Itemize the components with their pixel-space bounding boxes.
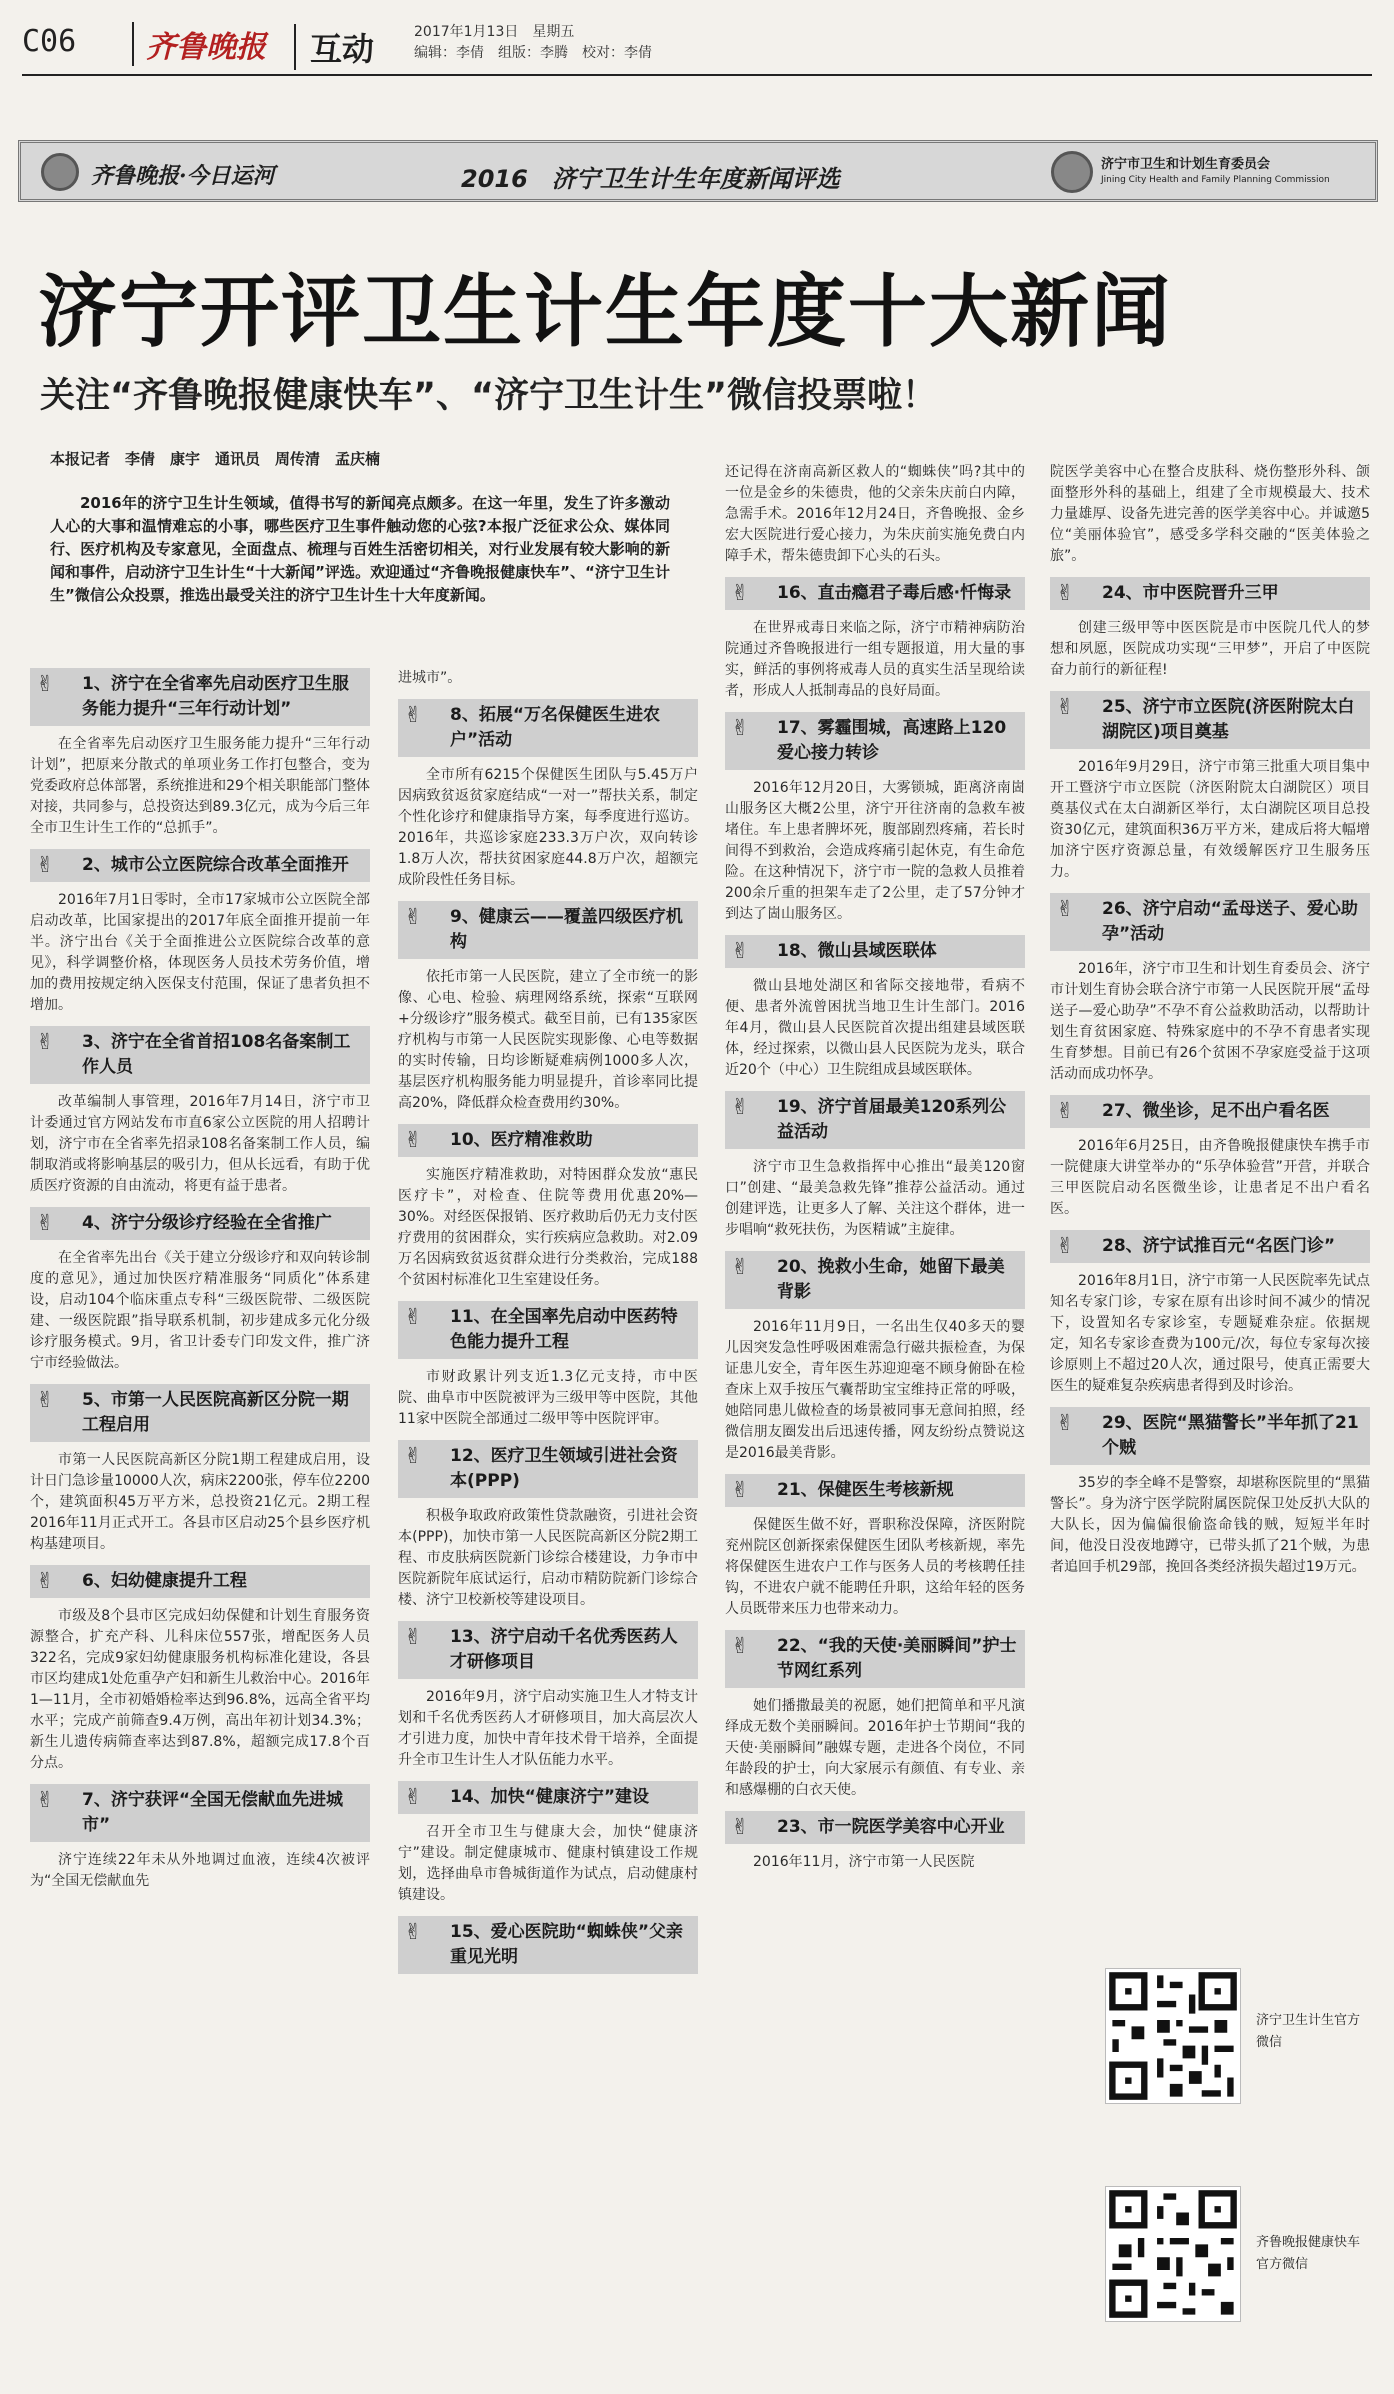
news-item-body: 2016年6月25日，由齐鲁晚报健康快车携手市一院健康大讲堂举办的“乐孕体验营”开营，并联合三甲医院启动名医微坐诊，让患者足不出户看名医。 bbox=[1050, 1138, 1370, 1217]
news-item-title bbox=[725, 935, 1025, 968]
news-item bbox=[398, 1621, 698, 1771]
news-item-heading: 9、健康云——覆盖四级医疗机构 bbox=[450, 907, 683, 952]
thumbs-up-icon: ✌ bbox=[731, 1634, 750, 1659]
qr-label-2: 齐鲁晚报健康快车官方微信 bbox=[1256, 2235, 1361, 2272]
news-item-body: 实施医疗精准救助，对特困群众发放“惠民医疗卡”，对检查、住院等费用优惠20%—30%。对经医保报销、医疗救助后仍无力支付医疗费用的贫困群众，实行疾病应急救助。对2.09万名因病致贫返贫群众进行分类救治，完成188个贫困村标准化卫生室建设任务。 bbox=[398, 1167, 698, 1288]
news-item-body: 市财政累计列支近1.3亿元支持，市中医院、曲阜市中医院被评为三级甲等中医院，其他11家中医院全部通过二级甲等中医院评审。 bbox=[398, 1369, 698, 1427]
news-item-title bbox=[725, 1474, 1025, 1507]
news-item-heading: 28、济宁试推百元“名医门诊” bbox=[1102, 1236, 1336, 1256]
news-item-heading: 13、济宁启动千名优秀医药人才研修项目 bbox=[450, 1627, 678, 1672]
issue-meta bbox=[414, 22, 652, 64]
news-item-heading: 27、微坐诊，足不出户看名医 bbox=[1102, 1101, 1330, 1121]
news-item-heading: 25、济宁市立医院(济医附院太白湖院区)项目奠基 bbox=[1102, 697, 1355, 742]
thumbs-up-icon: ✌ bbox=[731, 1255, 750, 1280]
news-item-body: 保健医生做不好，晋职称没保障，济医附院兖州院区创新探索保健医生团队考核新规，率先将保健医生进农户工作与医务人员的考核聘任挂钩，不进农户就不能聘任升职，这给年轻的医务人员既带来压力也带来动力。 bbox=[725, 1517, 1025, 1617]
news-item bbox=[398, 1124, 698, 1291]
news-item-title bbox=[398, 699, 698, 757]
news-item bbox=[1050, 1230, 1370, 1397]
column-4 bbox=[1050, 462, 1370, 1588]
news-item-heading: 12、医疗卫生领域引进社会资本(PPP) bbox=[450, 1446, 678, 1491]
thumbs-up-icon: ✌ bbox=[1056, 897, 1075, 922]
thumbs-up-icon: ✌ bbox=[404, 1305, 423, 1330]
news-item-body: 微山县地处湖区和省际交接地带，看病不便、患者外流曾困扰当地卫生计生部门。2016年4月，微山县人民医院首次提出组建县域医联体，经过探索，以微山县人民医院为龙头，联合近20个（中心）卫生院组成县域医联体。 bbox=[725, 978, 1025, 1078]
news-item-body: 2016年11月，济宁市第一人民医院 bbox=[753, 1854, 975, 1870]
banner-center: 2016 济宁卫生计生年度新闻评选 bbox=[461, 165, 840, 193]
thumbs-up-icon: ✌ bbox=[731, 581, 750, 606]
thumbs-up-icon: ✌ bbox=[731, 1095, 750, 1120]
section-name: 互动 bbox=[294, 24, 374, 70]
commission-name: 济宁市卫生和计划生育委员会 bbox=[1101, 157, 1271, 172]
thumbs-up-icon: ✌ bbox=[36, 1569, 55, 1594]
news-item-title bbox=[30, 1784, 370, 1842]
news-item bbox=[1050, 1095, 1370, 1220]
news-item bbox=[30, 1565, 370, 1774]
thumbs-up-icon: ✌ bbox=[1056, 695, 1075, 720]
news-item-heading: 18、微山县域医联体 bbox=[777, 941, 937, 961]
news-item-body: 2016年7月1日零时，全市17家城市公立医院全部启动改革，比国家提出的2017年底全面推开提前一年半。济宁出台《关于全面推进公立医院综合改革的意见》，科学调整价格，体现医务人员技术劳务价值，增加的费用按规定纳入医保支付范围，保证了患者负担不增加。 bbox=[30, 892, 370, 1013]
thumbs-up-icon: ✌ bbox=[36, 1030, 55, 1055]
news-item bbox=[30, 849, 370, 1016]
news-item-title bbox=[398, 1916, 698, 1974]
news-item-heading: 29、医院“黑猫警长”半年抓了21个贼 bbox=[1102, 1413, 1359, 1458]
news-item-title bbox=[30, 1026, 370, 1084]
thumbs-up-icon: ✌ bbox=[404, 905, 423, 930]
news-item bbox=[725, 1474, 1025, 1620]
news-item-heading: 1、济宁在全省率先启动医疗卫生服务能力提升“三年行动计划” bbox=[82, 674, 349, 719]
news-item-body: 积极争取政府政策性贷款融资，引进社会资本(PPP)，加快市第一人民医院高新区分院2期工程、市皮肤病医院新门诊综合楼建设，力争市中医院新院年底试运行，启动市精防院新门诊综合楼、济宁卫校新校等建设项目。 bbox=[398, 1508, 698, 1608]
thumbs-up-icon: ✌ bbox=[36, 1388, 55, 1413]
news-item-body: 市级及8个县市区完成妇幼保健和计划生育服务资源整合，扩充产科、儿科床位557张，增配医务人员322名，完成9家妇幼健康服务机构标准化建设，各县市区均建成1处危重孕产妇和新生儿救治中心。2016年1—11月，全市初婚婚检率达到96.8%，远高全省平均水平；完成产前筛查9.4万例，高出年初计划34.3%；新生儿遗传病筛查率达到87.8%，超额完成17.8个百分点。 bbox=[30, 1608, 370, 1771]
thumbs-up-icon: ✌ bbox=[731, 1815, 750, 1840]
thumbs-up-icon: ✌ bbox=[404, 703, 423, 728]
news-item-heading: 10、医疗精准救助 bbox=[450, 1130, 593, 1150]
news-item bbox=[30, 1784, 370, 1892]
news-item-heading: 15、爱心医院助“蜘蛛侠”父亲重见光明 bbox=[450, 1922, 684, 1967]
news-item-body: 2016年，济宁市卫生和计划生育委员会、济宁市计划生育协会联合济宁市第一人民医院开展“孟母送子—爱心助孕”不孕不育公益救助活动，以帮助计划生育贫困家庭、特殊家庭中的不孕不育患者实现生育梦想。目前已有26个贫困不孕家庭受益于这项活动而成功怀孕。 bbox=[1050, 961, 1370, 1082]
news-item-title bbox=[398, 1621, 698, 1679]
news-item-body: 在全省率先启动医疗卫生服务能力提升“三年行动计划”，把原来分散式的单项业务工作打包整合，变为党委政府总体部署，系统推进和29个相关职能部门整体对接，共同参与，总投资达到89.3亿元，成为今后三年全市卫生计生工作的“总抓手”。 bbox=[30, 736, 370, 836]
news-item bbox=[1050, 1407, 1370, 1578]
column-1 bbox=[30, 668, 370, 1902]
banner-right bbox=[1101, 153, 1330, 185]
news-item-heading: 11、在全国率先启动中医药特色能力提升工程 bbox=[450, 1307, 678, 1352]
news-item-body: 2016年8月1日，济宁市第一人民医院率先试点知名专家门诊，专家在原有出诊时间不减少的情况下，设置知名专家诊室，专题疑难杂症。依据规定，知名专家诊查费为100元/次，每位专家每次接诊原则上不超过20人次，通过限号，使真正需要大医生的疑难复杂疾病患者得到及时诊治。 bbox=[1050, 1273, 1370, 1394]
news-item bbox=[30, 1384, 370, 1555]
news-item-heading: 24、市中医院晋升三甲 bbox=[1102, 583, 1279, 603]
commission-emblem-icon bbox=[1051, 151, 1093, 193]
news-item-body: 济宁连续22年未从外地调过血液，连续4次被评为“全国无偿献血先 bbox=[30, 1852, 370, 1889]
news-item bbox=[398, 1301, 698, 1430]
news-item-body: 2016年11月9日，一名出生仅40多天的婴儿因突发急性呼吸困难需急行磁共振检查，为保证患儿安全，青年医生苏迎迎毫不顾身俯卧在检查床上双手按压气囊帮助宝宝维持正常的呼吸，她陪同患儿做检查的场景被同事无意间拍照，经微信朋友圈发出后迅速传播，网友纷纷点赞说这是2016最美背影。 bbox=[725, 1319, 1025, 1461]
news-item-heading: 21、保健医生考核新规 bbox=[777, 1480, 954, 1500]
thumbs-up-icon: ✌ bbox=[36, 1788, 55, 1813]
intro-paragraph: 2016年的济宁卫生计生领域，值得书写的新闻亮点颇多。在这一年里，发生了许多激动人心的大事和温情难忘的小事，哪些医疗卫生事件触动您的心弦?本报广泛征求公众、媒体同行、医疗机构及专家意见，全面盘点、梳理与百姓生活密切相关，对行业发展有较大影响的新闻和事件，启动济宁卫生计生“十大新闻”评选。欢迎通过“齐鲁晚报健康快车”、“济宁卫生计生”微信公众投票，推选出最受关注的济宁卫生计生十大年度新闻。 bbox=[50, 494, 670, 604]
news-item bbox=[398, 1781, 698, 1906]
news-item-heading: 17、雾霾围城，高速路上120爱心接力转诊 bbox=[777, 718, 1007, 763]
news-item bbox=[1050, 462, 1370, 567]
thumbs-up-icon: ✌ bbox=[404, 1444, 423, 1469]
news-item-title bbox=[30, 668, 370, 726]
news-item bbox=[725, 712, 1025, 925]
news-item-title bbox=[1050, 1230, 1370, 1263]
news-item-body: 进城市”。 bbox=[398, 670, 462, 686]
news-item bbox=[398, 1916, 698, 1974]
thumbs-up-icon: ✌ bbox=[731, 939, 750, 964]
byline: 本报记者 李倩 康宇 通讯员 周传清 孟庆楠 bbox=[50, 450, 381, 468]
news-item-title bbox=[725, 1630, 1025, 1688]
news-item-body: 在世界戒毒日来临之际，济宁市精神病防治院通过齐鲁晚报进行一组专题报道，用大量的事实，鲜活的事例将戒毒人员的真实生活呈现给读者，形成人人抵制毒品的良好局面。 bbox=[725, 620, 1025, 699]
page-title: 济宁开评卫生计生年度十大新闻 bbox=[38, 266, 1172, 358]
news-item-title bbox=[398, 901, 698, 959]
news-item-title bbox=[725, 712, 1025, 770]
thumbs-up-icon: ✌ bbox=[731, 1478, 750, 1503]
thumbs-up-icon: ✌ bbox=[404, 1128, 423, 1153]
news-item-title bbox=[30, 1565, 370, 1598]
news-item-body: 2016年9月，济宁启动实施卫生人才特支计划和千名优秀医药人才研修项目，加大高层次人才引进力度，加快中青年技术骨干培养，全面提升全市卫生计生人才队伍能力水平。 bbox=[398, 1689, 698, 1768]
news-item bbox=[725, 1091, 1025, 1241]
news-item bbox=[725, 1630, 1025, 1801]
news-item bbox=[398, 901, 698, 1114]
news-item-heading: 16、直击瘾君子毒后感·忏悔录 bbox=[777, 583, 1012, 603]
news-item-body: 召开全市卫生与健康大会，加快“健康济宁”建设。制定健康城市、健康村镇建设工作规划，选择曲阜市鲁城街道作为试点，启动健康村镇建设。 bbox=[398, 1824, 698, 1903]
page-subtitle: 关注“齐鲁晚报健康快车”、“济宁卫生计生”微信投票啦！ bbox=[40, 376, 938, 416]
qr-pattern bbox=[1106, 2187, 1240, 2321]
news-item-body: 全市所有6215个保健医生团队与5.45万户因病致贫返贫家庭结成“一对一”帮扶关系，制定个性化诊疗和健康指导方案，每季度进行巡访。2016年，共巡诊家庭233.3万户次，双向转诊1.8万人次，帮扶贫困家庭44.8万户次，超额完成阶段性任务目标。 bbox=[398, 767, 698, 888]
news-item-title bbox=[30, 1207, 370, 1240]
qr-pattern bbox=[1106, 1969, 1240, 2103]
thumbs-up-icon: ✌ bbox=[1056, 1411, 1075, 1436]
thumbs-up-icon: ✌ bbox=[1056, 1099, 1075, 1124]
thumbs-up-icon: ✌ bbox=[731, 716, 750, 741]
news-item-title bbox=[725, 1811, 1025, 1844]
news-item-body: 35岁的李全峰不是警察，却堪称医院里的“黑猫警长”。身为济宁医学院附属医院保卫处反扒大队的大队长，因为偏偏很偷盗命钱的贼，短短半年时间，他没日没夜地蹲守，已带头抓了21个贼，为患者追回手机29部，挽回各类经济损失超过19万元。 bbox=[1050, 1475, 1370, 1575]
page-number: C06 bbox=[22, 24, 77, 59]
news-item-heading: 6、妇幼健康提升工程 bbox=[82, 1571, 247, 1591]
news-item-heading: 22、“我的天使·美丽瞬间”护士节网红系列 bbox=[777, 1636, 1017, 1681]
news-item bbox=[725, 577, 1025, 702]
news-item-heading: 7、济宁获评“全国无偿献血先进城市” bbox=[82, 1790, 344, 1835]
news-item-heading: 20、挽救小生命，她留下最美背影 bbox=[777, 1257, 1005, 1302]
news-item bbox=[398, 1440, 698, 1611]
news-item bbox=[1050, 577, 1370, 681]
thumbs-up-icon: ✌ bbox=[1056, 581, 1075, 606]
news-item-heading: 19、济宁首届最美120系列公益活动 bbox=[777, 1097, 1007, 1142]
news-item-title bbox=[398, 1301, 698, 1359]
column-2 bbox=[398, 668, 698, 1984]
news-item-body: 济宁市卫生急救指挥中心推出“最美120窗口”创建、“最美急救先锋”推荐公益活动。通过创建评选，让更多人了解、关注这个群体，进一步唱响“救死扶伤，为医精诚”主旋律。 bbox=[725, 1159, 1025, 1238]
news-item-body: 她们播撒最美的祝愿，她们把简单和平凡演绎成无数个美丽瞬间。2016年护士节期间“我的天使·美丽瞬间”融媒专题，走进各个岗位，不同年龄段的护士，向大家展示有颜值、有专业、亲和感爆棚的白衣天使。 bbox=[725, 1698, 1025, 1798]
news-item-body: 2016年12月20日，大雾锁城，距离济南崮山服务区大概2公里，济宁开往济南的急救车被堵住。车上患者脾坏死，腹部剧烈疼痛，若长时间得不到救治，会造成疼痛引起休克，有生命危险。在这种情况下，济宁市一院的急救人员推着200余斤重的担架车走了2公里，走了57分钟才到达了崮山服务区。 bbox=[725, 780, 1025, 922]
event-banner bbox=[18, 140, 1378, 202]
page-header bbox=[22, 18, 1372, 76]
column-3 bbox=[725, 462, 1025, 1883]
news-item-body: 还记得在济南高新区救人的“蜘蛛侠”吗?其中的一位是金乡的朱德贵，他的父亲朱庆前白内障，急需手术。2016年12月24日，齐鲁晚报、金乡宏大医院进行爱心接力，为朱庆前实施免费白内障手术，帮朱德贵卸下心头的石头。 bbox=[725, 464, 1025, 564]
news-item-title bbox=[1050, 577, 1370, 610]
news-item-title bbox=[1050, 691, 1370, 749]
news-item-title bbox=[725, 1091, 1025, 1149]
news-item-title bbox=[398, 1124, 698, 1157]
news-item bbox=[30, 1207, 370, 1374]
news-item bbox=[725, 1251, 1025, 1464]
thumbs-up-icon: ✌ bbox=[36, 1211, 55, 1236]
news-item bbox=[725, 462, 1025, 567]
news-item-heading: 5、市第一人民医院高新区分院一期工程启用 bbox=[82, 1390, 349, 1435]
newspaper-logo-icon bbox=[41, 153, 79, 191]
news-item bbox=[398, 699, 698, 891]
thumbs-up-icon: ✌ bbox=[1056, 1234, 1075, 1259]
news-item bbox=[725, 935, 1025, 1081]
news-item-body: 创建三级甲等中医医院是市中医院几代人的梦想和夙愿，医院成功实现“三甲梦”，开启了中医院奋力前行的新征程! bbox=[1050, 620, 1370, 678]
news-item-title bbox=[725, 577, 1025, 610]
qr-label-1: 济宁卫生计生官方微信 bbox=[1256, 2013, 1361, 2050]
news-item bbox=[30, 1026, 370, 1197]
qr-code-icon bbox=[1105, 2186, 1241, 2322]
news-item-heading: 23、市一院医学美容中心开业 bbox=[777, 1817, 1005, 1837]
news-item bbox=[398, 668, 698, 689]
thumbs-up-icon: ✌ bbox=[36, 853, 55, 878]
thumbs-up-icon: ✌ bbox=[404, 1625, 423, 1650]
news-item-heading: 14、加快“健康济宁”建设 bbox=[450, 1787, 650, 1807]
thumbs-up-icon: ✌ bbox=[404, 1785, 423, 1810]
news-item-title bbox=[398, 1440, 698, 1498]
news-item bbox=[1050, 893, 1370, 1085]
thumbs-up-icon: ✌ bbox=[404, 1920, 423, 1945]
news-item-body: 2016年9月29日，济宁市第三批重大项目集中开工暨济宁市立医院（济医附院太白湖院区）项目奠基仪式在太白湖新区举行，太白湖院区项目总投资30亿元，建筑面积36万平方米，建成后将大幅增加济宁医疗资源总量，有效缓解医疗卫生服务压力。 bbox=[1050, 759, 1370, 880]
newspaper-name: 齐鲁晚报 bbox=[132, 22, 266, 66]
news-item-title bbox=[1050, 1407, 1370, 1465]
news-item-title bbox=[398, 1781, 698, 1814]
news-item-title bbox=[1050, 1095, 1370, 1128]
banner-left: 齐鲁晚报·今日运河 bbox=[91, 163, 275, 189]
issue-staff: 编辑：李倩 组版：李腾 校对：李倩 bbox=[414, 45, 652, 61]
news-item bbox=[725, 1811, 1025, 1873]
news-item-heading: 3、济宁在全省首招108名备案制工作人员 bbox=[82, 1032, 351, 1077]
news-item-title bbox=[30, 1384, 370, 1442]
news-item-heading: 4、济宁分级诊疗经验在全省推广 bbox=[82, 1213, 332, 1233]
qr-code-icon bbox=[1105, 1968, 1241, 2104]
news-item-body: 院医学美容中心在整合皮肤科、烧伤整形外科、颌面整形外科的基础上，组建了全市规模最大、技术力量雄厚、设备先进完善的医学美容中心。并诚邀5位“美丽体验官”，感受多学科交融的“医美体验之旅”。 bbox=[1050, 464, 1370, 564]
thumbs-up-icon: ✌ bbox=[36, 672, 55, 697]
news-item bbox=[30, 668, 370, 839]
news-item-title bbox=[725, 1251, 1025, 1309]
news-item-heading: 2、城市公立医院综合改革全面推开 bbox=[82, 855, 349, 875]
news-item-body: 改革编制人事管理，2016年7月14日，济宁市卫计委通过官方网站发布市直6家公立医院的用人招聘计划，济宁市在全省率先招录108名备案制工作人员，编制取消或将影响基层的吸引力，但从长远看，有助于优质医疗资源的自由流动，将更有益于患者。 bbox=[30, 1094, 370, 1194]
news-item-body: 市第一人民医院高新区分院1期工程建成启用，设计日门急诊量10000人次，病床2200张，停车位2200个，建筑面积45万平方米，总投资21亿元。2期工程2016年11月正式开工。各县市区启动25个县乡医疗机构基建项目。 bbox=[30, 1452, 370, 1552]
news-item-body: 依托市第一人民医院，建立了全市统一的影像、心电、检验、病理网络系统，探索“互联网+分级诊疗”服务模式。截至目前，已有135家医疗机构与市第一人民医院实现影像、心电等数据的实时传输，日均诊断疑难病例1000多人次，基层医疗机构服务能力明显提升，首诊率同比提高20%，降低群众检查费用约30%。 bbox=[398, 969, 698, 1111]
news-item-heading: 8、拓展“万名保健医生进农户”活动 bbox=[450, 705, 661, 750]
news-item-title bbox=[30, 849, 370, 882]
news-item-title bbox=[1050, 893, 1370, 951]
commission-name-en: Jining City Health and Family Planning Commission bbox=[1101, 175, 1330, 185]
issue-date: 2017年1月13日 星期五 bbox=[414, 24, 575, 40]
news-item-body: 在全省率先出台《关于建立分级诊疗和双向转诊制度的意见》，通过加快医疗精准服务“同质化”体系建设，启动104个临床重点专科“三级医院带、二级医院建、一级医院跟”指导联系机制，初步建成多元化分级诊疗服务模式。9月，省卫计委专门印发文件，推广济宁市经验做法。 bbox=[30, 1250, 370, 1371]
news-item bbox=[1050, 691, 1370, 883]
news-item-heading: 26、济宁启动“孟母送子、爱心助孕”活动 bbox=[1102, 899, 1358, 944]
